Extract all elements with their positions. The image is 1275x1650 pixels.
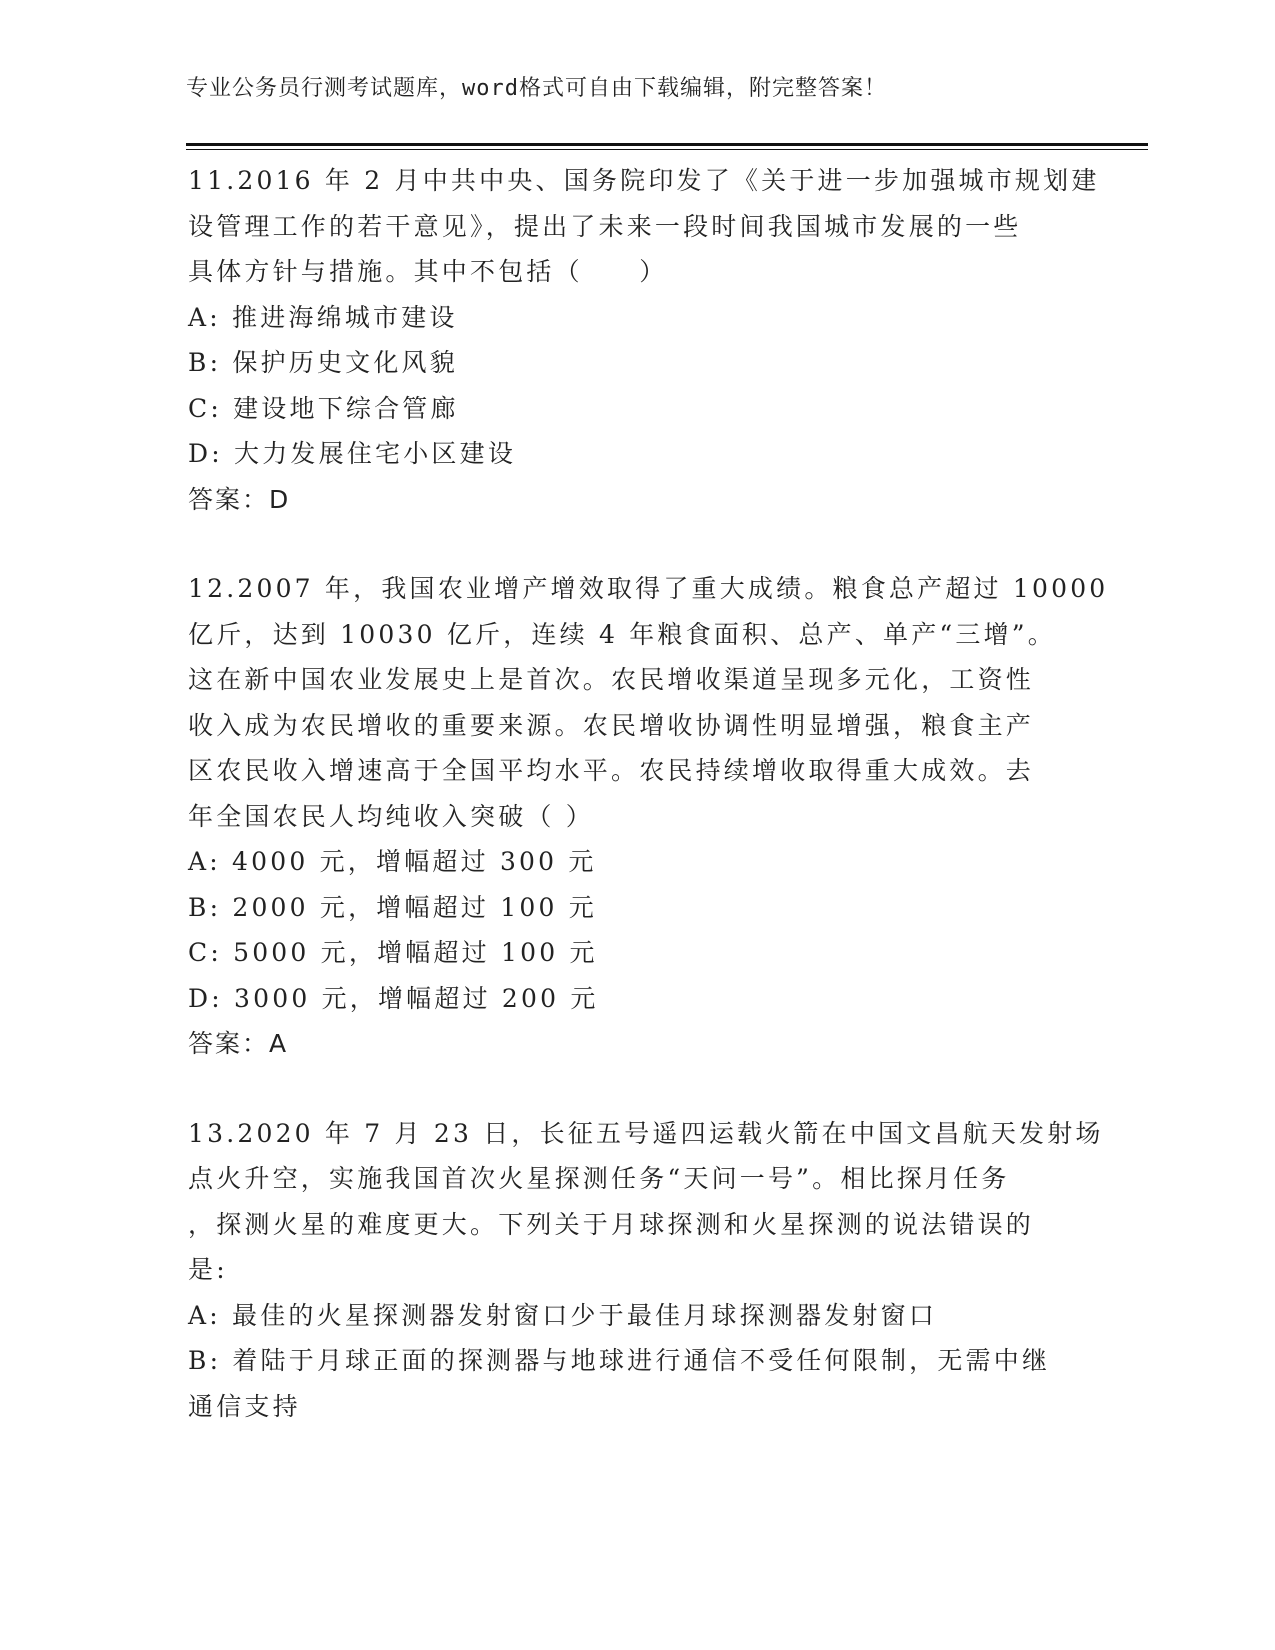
questions-container [188, 158, 1109, 1429]
question-11-line: 11.2016 年 2 月中共中央、国务院印发了《关于进一步加强城市规划建 [188, 166, 1100, 195]
question-13-line: 13.2020 年 7 月 23 日，长征五号遥四运载火箭在中国文昌航天发射场 [188, 1118, 1104, 1148]
question-spacer [188, 522, 1088, 566]
header-rule-thin [186, 149, 1148, 150]
question-11-line: 具体方针与措施。其中不包括（ ） [188, 257, 668, 286]
question-12-line: 这在新中国农业发展史上是首次。农民增收渠道呈现多元化，工资性 [188, 665, 1035, 694]
question-12-line: 12.2007 年，我国农业增产增效取得了重大成绩。粮食总产超过 10000 [188, 574, 1109, 603]
question-13-line: 点火升空，实施我国首次火星探测任务“天问一号”。相比探月任务 [188, 1164, 1010, 1193]
question-11-option-d: D: 大力发展住宅小区建设 [188, 439, 517, 468]
question-13-line: 是: [188, 1255, 228, 1284]
question-11 [188, 158, 1100, 522]
question-11-option-b: B: 保护历史文化风貌 [188, 348, 458, 377]
question-12-option-a: A: 4000 元，增幅超过 300 元 [188, 847, 597, 876]
question-12-option-b: B: 2000 元，增幅超过 100 元 [188, 892, 597, 922]
question-11-answer: 答案：D [188, 484, 291, 514]
question-12-answer: 答案：A [188, 1029, 289, 1058]
question-13 [188, 1111, 1104, 1430]
question-12-option-d: D: 3000 元，增幅超过 200 元 [188, 983, 599, 1013]
question-12-line: 收入成为农民增收的重要来源。农民增收协调性明显增强，粮食主产 [188, 710, 1035, 740]
question-12-line: 年全国农民人均纯收入突破（ ） [188, 801, 594, 831]
question-12-option-c: C: 5000 元，增幅超过 100 元 [188, 938, 598, 967]
header-note: 专业公务员行测考试题库，word格式可自由下载编辑，附完整答案！ [186, 76, 887, 101]
question-12-line: 亿斤，达到 10030 亿斤，连续 4 年粮食面积、总产、单产“三增”。 [188, 619, 1056, 649]
question-11-option-c: C: 建设地下综合管廊 [188, 393, 459, 423]
question-13-option-b-continued: 通信支持 [188, 1391, 301, 1421]
question-12 [188, 566, 1109, 1067]
header-rule-thick [186, 143, 1148, 146]
question-13-option-a: A: 最佳的火星探测器发射窗口少于最佳月球探测器发射窗口 [188, 1300, 938, 1330]
question-11-option-a: A: 推进海绵城市建设 [188, 302, 458, 332]
question-spacer [188, 1067, 1088, 1111]
question-13-option-b: B: 着陆于月球正面的探测器与地球进行通信不受任何限制，无需中继 [188, 1346, 1051, 1375]
question-12-line: 区农民收入增速高于全国平均水平。农民持续增收取得重大成效。去 [188, 756, 1035, 785]
question-13-line: ，探测火星的难度更大。下列关于月球探测和火星探测的说法错误的 [188, 1209, 1035, 1239]
question-11-line: 设管理工作的若干意见》，提出了未来一段时间我国城市发展的一些 [188, 211, 1022, 241]
